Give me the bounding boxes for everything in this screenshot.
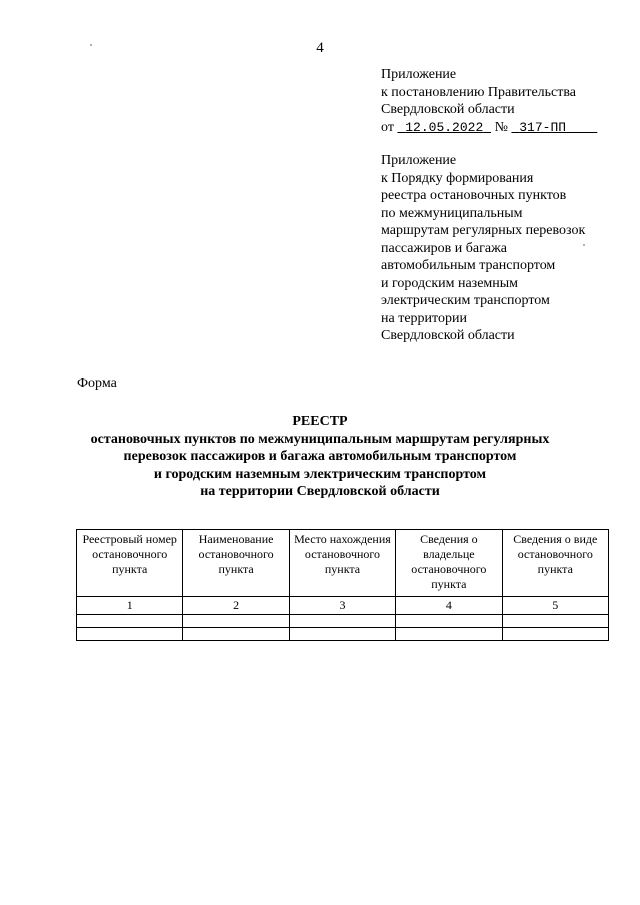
- title-line: на территории Свердловской области: [200, 484, 440, 499]
- table-cell: [289, 615, 395, 628]
- table-cell: [502, 615, 608, 628]
- column-number: 2: [183, 597, 289, 615]
- column-header: Сведения о виде остановочного пункта: [502, 530, 608, 597]
- appendix-government-decree: [381, 66, 631, 136]
- title-line: остановочных пунктов по межмуниципальным маршрутам регулярных: [90, 431, 550, 447]
- page-number: 4: [316, 40, 324, 56]
- column-number: 1: [77, 597, 183, 615]
- table-cell: [289, 628, 395, 641]
- appendix-line: Приложение: [381, 153, 457, 168]
- table-cell: [183, 628, 289, 641]
- column-header: Наименование остановочного пункта: [183, 530, 289, 597]
- title-heading: РЕЕСТР: [292, 414, 348, 429]
- appendix-line: автомобильным транспортом: [381, 258, 556, 273]
- appendix-line: электрическим транспортом: [381, 293, 550, 308]
- registry-table: [76, 529, 609, 641]
- column-number-row: [77, 597, 609, 615]
- decree-date: 12.05.2022: [405, 119, 484, 135]
- scan-speck: [90, 44, 92, 46]
- column-header: Реестровый номер остановочного пункта: [77, 530, 183, 597]
- table-cell: [77, 628, 183, 641]
- appendix-line: Приложение: [381, 67, 457, 82]
- appendix-line: Свердловской области: [381, 102, 515, 117]
- appendix-line: маршрутам регулярных перевозок: [381, 223, 586, 238]
- column-header: Сведения о владельце остановочного пункта: [396, 530, 502, 597]
- appendix-line: пассажиров и багажа: [381, 240, 507, 256]
- appendix-line: реестра остановочных пунктов: [381, 188, 567, 203]
- appendix-line: Свердловской области: [381, 328, 515, 343]
- column-number: 3: [289, 597, 395, 615]
- date-prefix: от: [381, 119, 394, 135]
- form-label: Форма: [77, 376, 117, 391]
- appendix-line: к Порядку формирования: [381, 170, 534, 186]
- title-line: и городским наземным электрическим транспортом: [153, 466, 487, 482]
- appendix-line: на территории: [381, 310, 467, 326]
- decree-date-line: [381, 119, 631, 137]
- column-number: 5: [502, 597, 608, 615]
- appendix-procedure: [381, 152, 631, 345]
- table-header-row: [77, 530, 609, 597]
- table-row: [77, 628, 609, 641]
- table-cell: [396, 628, 502, 641]
- column-header: Место нахождения остановочного пункта: [289, 530, 395, 597]
- table-cell: [396, 615, 502, 628]
- table-cell: [502, 628, 608, 641]
- appendix-line: и городским наземным: [381, 275, 519, 291]
- appendix-line: к постановлению Правительства: [381, 84, 577, 100]
- table-cell: [77, 615, 183, 628]
- column-number: 4: [396, 597, 502, 615]
- decree-number: 317-ПП: [519, 119, 567, 135]
- document-title: [0, 413, 640, 501]
- number-sign: №: [494, 119, 508, 135]
- table-row: [77, 615, 609, 628]
- appendix-line: по межмуниципальным: [381, 205, 523, 221]
- table-cell: [183, 615, 289, 628]
- scan-speck: [583, 244, 585, 246]
- title-line: перевозок пассажиров и багажа автомобильным транспортом: [123, 449, 517, 464]
